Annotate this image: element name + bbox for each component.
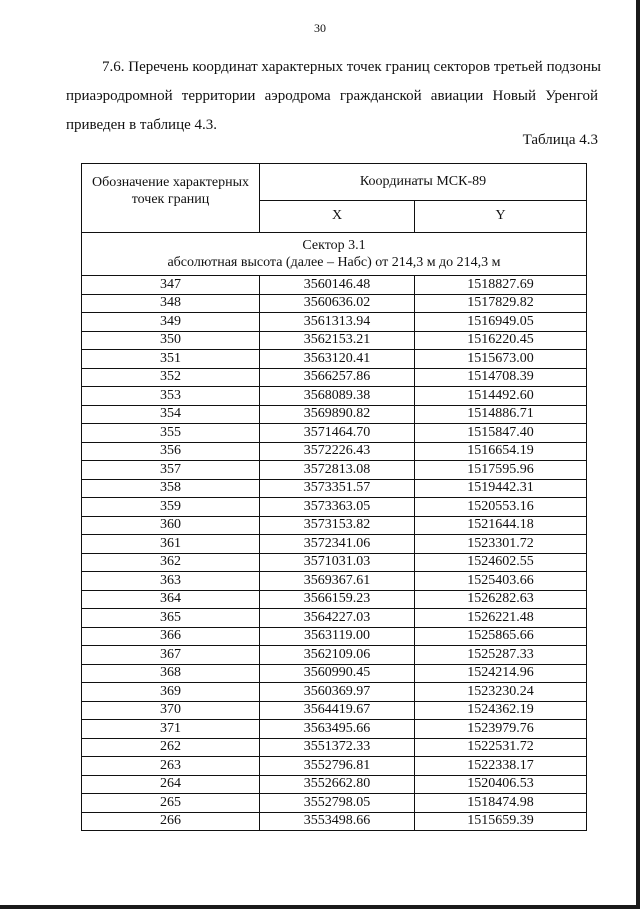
y-cell: 1521644.18 (415, 516, 587, 535)
table-row (82, 405, 587, 424)
x-cell: 3573153.82 (260, 516, 415, 535)
point-id-cell: 370 (82, 701, 260, 720)
y-cell: 1515659.39 (415, 812, 587, 831)
y-cell: 1516654.19 (415, 442, 587, 461)
table-row (82, 294, 587, 313)
table-row (82, 627, 587, 646)
sector-height: абсолютная высота (далее – Набс) от 214,3 м до 214,3 м (167, 255, 501, 270)
point-id-cell: 352 (82, 368, 260, 387)
y-cell: 1514492.60 (415, 387, 587, 406)
x-cell: 3566159.23 (260, 590, 415, 609)
sector-title: Сектор 3.1 (302, 238, 366, 253)
x-cell: 3566257.86 (260, 368, 415, 387)
point-id-cell: 347 (82, 276, 260, 295)
table-row (82, 516, 587, 535)
page-number: 30 (314, 21, 326, 35)
table-row (82, 461, 587, 480)
intro-paragraph (66, 53, 601, 140)
y-cell: 1514886.71 (415, 405, 587, 424)
table-caption: Таблица 4.3 (522, 132, 598, 148)
y-cell: 1523301.72 (415, 535, 587, 554)
point-id-cell: 351 (82, 350, 260, 369)
table-row (82, 424, 587, 443)
y-cell: 1524214.96 (415, 664, 587, 683)
x-cell: 3564419.67 (260, 701, 415, 720)
table-row (82, 313, 587, 332)
point-id-cell: 264 (82, 775, 260, 794)
point-id-cell: 358 (82, 479, 260, 498)
x-cell: 3552798.05 (260, 794, 415, 813)
y-cell: 1522338.17 (415, 757, 587, 776)
y-cell: 1519442.31 (415, 479, 587, 498)
point-id-cell: 368 (82, 664, 260, 683)
y-cell: 1515847.40 (415, 424, 587, 443)
x-cell: 3560636.02 (260, 294, 415, 313)
y-cell: 1526221.48 (415, 609, 587, 628)
point-id-cell: 263 (82, 757, 260, 776)
x-cell: 3562109.06 (260, 646, 415, 665)
x-cell: 3569367.61 (260, 572, 415, 591)
y-cell: 1516949.05 (415, 313, 587, 332)
table-row (82, 664, 587, 683)
table-row (82, 572, 587, 591)
table-row (82, 757, 587, 776)
table-row (82, 350, 587, 369)
table-row (82, 442, 587, 461)
point-id-cell: 361 (82, 535, 260, 554)
y-cell: 1517595.96 (415, 461, 587, 480)
paragraph-line: приаэродромной территории аэродрома гражданской авиации Новый Уренгой (66, 88, 598, 104)
table-row (82, 535, 587, 554)
table-row (82, 331, 587, 350)
x-cell: 3563120.41 (260, 350, 415, 369)
point-id-cell: 365 (82, 609, 260, 628)
x-cell: 3573363.05 (260, 498, 415, 517)
table-row (82, 683, 587, 702)
table-row (82, 553, 587, 572)
y-cell: 1524602.55 (415, 553, 587, 572)
table-row (82, 738, 587, 757)
point-id-cell: 266 (82, 812, 260, 831)
y-cell: 1514708.39 (415, 368, 587, 387)
table-row (82, 498, 587, 517)
x-cell: 3560146.48 (260, 276, 415, 295)
point-id-cell: 348 (82, 294, 260, 313)
point-id-cell: 371 (82, 720, 260, 739)
table-row (82, 812, 587, 831)
x-cell: 3553498.66 (260, 812, 415, 831)
point-id-cell: 362 (82, 553, 260, 572)
point-id-cell: 265 (82, 794, 260, 813)
y-cell: 1525403.66 (415, 572, 587, 591)
x-cell: 3561313.94 (260, 313, 415, 332)
table-row (82, 368, 587, 387)
point-id-cell: 359 (82, 498, 260, 517)
point-id-cell: 262 (82, 738, 260, 757)
y-cell: 1518827.69 (415, 276, 587, 295)
point-id-cell: 360 (82, 516, 260, 535)
x-cell: 3569890.82 (260, 405, 415, 424)
y-cell: 1520406.53 (415, 775, 587, 794)
x-cell: 3572813.08 (260, 461, 415, 480)
x-cell: 3573351.57 (260, 479, 415, 498)
point-id-cell: 367 (82, 646, 260, 665)
y-cell: 1526282.63 (415, 590, 587, 609)
x-cell: 3572341.06 (260, 535, 415, 554)
table-row (82, 701, 587, 720)
point-id-cell: 369 (82, 683, 260, 702)
point-id-cell: 353 (82, 387, 260, 406)
x-cell: 3571464.70 (260, 424, 415, 443)
table-row (82, 775, 587, 794)
paragraph-line: 7.6. Перечень координат характерных точек границ секторов третьей подзоны (102, 59, 601, 75)
coordinates-group-header: Координаты МСК-89 (260, 164, 587, 201)
y-cell: 1523979.76 (415, 720, 587, 739)
point-id-cell: 355 (82, 424, 260, 443)
y-cell: 1517829.82 (415, 294, 587, 313)
x-cell: 3568089.38 (260, 387, 415, 406)
x-cell: 3560369.97 (260, 683, 415, 702)
table-row (82, 646, 587, 665)
point-id-cell: 354 (82, 405, 260, 424)
coordinates-table (81, 163, 587, 831)
point-name-header: Обозначение характерных точек границ (82, 164, 260, 233)
point-id-cell: 366 (82, 627, 260, 646)
y-cell: 1524362.19 (415, 701, 587, 720)
table-row (82, 720, 587, 739)
x-cell: 3551372.33 (260, 738, 415, 757)
point-id-cell: 357 (82, 461, 260, 480)
x-header: X (260, 200, 415, 232)
y-cell: 1522531.72 (415, 738, 587, 757)
x-cell: 3563119.00 (260, 627, 415, 646)
table-row (82, 590, 587, 609)
point-id-cell: 363 (82, 572, 260, 591)
y-cell: 1523230.24 (415, 683, 587, 702)
table-row (82, 387, 587, 406)
point-id-cell: 349 (82, 313, 260, 332)
x-cell: 3562153.21 (260, 331, 415, 350)
x-cell: 3552662.80 (260, 775, 415, 794)
y-header: Y (415, 200, 587, 232)
x-cell: 3552796.81 (260, 757, 415, 776)
table-row (82, 276, 587, 295)
point-id-cell: 350 (82, 331, 260, 350)
x-cell: 3560990.45 (260, 664, 415, 683)
y-cell: 1516220.45 (415, 331, 587, 350)
x-cell: 3572226.43 (260, 442, 415, 461)
paragraph-line: приведен в таблице 4.3. (66, 117, 218, 133)
table-row (82, 479, 587, 498)
y-cell: 1518474.98 (415, 794, 587, 813)
x-cell: 3564227.03 (260, 609, 415, 628)
y-cell: 1525865.66 (415, 627, 587, 646)
point-id-cell: 356 (82, 442, 260, 461)
table-row (82, 794, 587, 813)
point-id-cell: 364 (82, 590, 260, 609)
sector-header (82, 233, 587, 276)
x-cell: 3571031.03 (260, 553, 415, 572)
y-cell: 1525287.33 (415, 646, 587, 665)
y-cell: 1520553.16 (415, 498, 587, 517)
y-cell: 1515673.00 (415, 350, 587, 369)
table-row (82, 609, 587, 628)
x-cell: 3563495.66 (260, 720, 415, 739)
